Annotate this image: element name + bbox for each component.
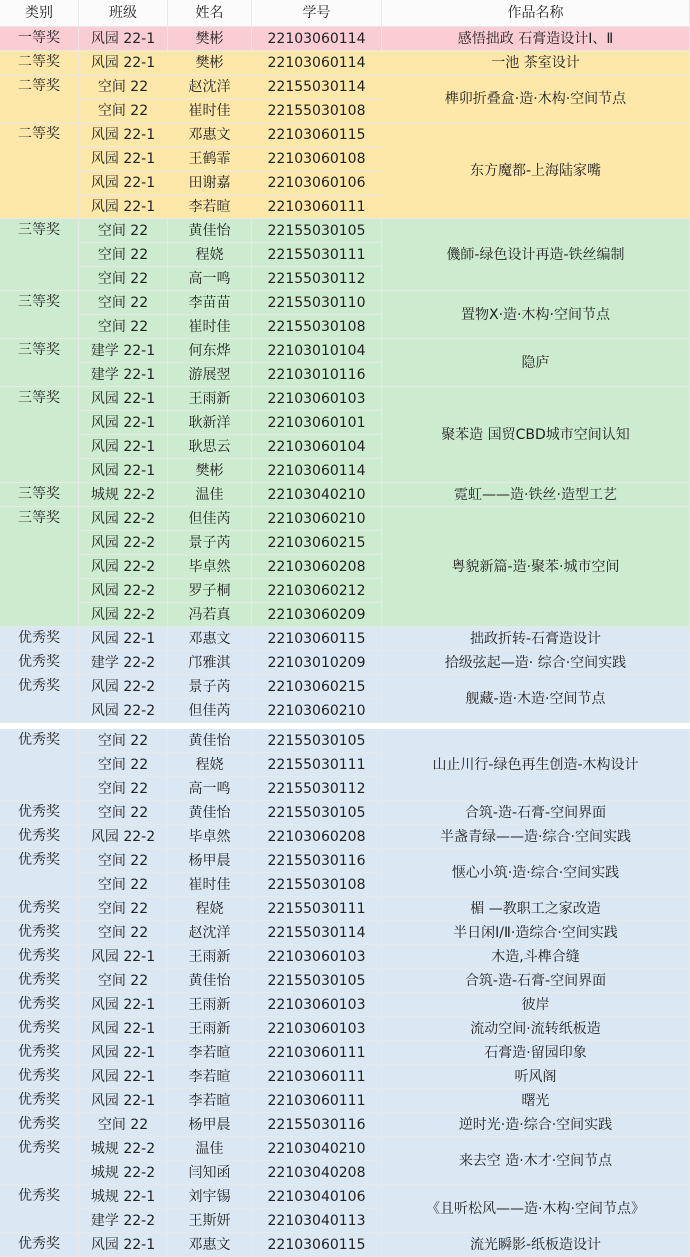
award-entry (0, 627, 690, 651)
award-entry (0, 1233, 690, 1257)
member-class: 风园 22-2 (79, 699, 168, 723)
member-name: 王鹤霏 (168, 147, 252, 171)
member-class: 风园 22-1 (79, 123, 168, 147)
member-class: 空间 22 (79, 1113, 168, 1137)
member-name: 程娆 (168, 753, 252, 777)
member-class: 空间 22 (79, 849, 168, 873)
member-student-id: 22155030108 (252, 99, 382, 123)
award-category: 优秀奖 (0, 1113, 79, 1137)
work-title: 曙光 (382, 1089, 690, 1113)
award-category: 优秀奖 (0, 1089, 79, 1113)
award-category: 三等奖 (0, 219, 79, 291)
member-student-id: 22103060209 (252, 603, 382, 627)
work-title: 隐庐 (382, 339, 690, 387)
member-class: 城规 22-2 (79, 483, 168, 507)
member-name: 李若暄 (168, 1089, 252, 1113)
member-name: 赵沈洋 (168, 921, 252, 945)
member-name: 游展翌 (168, 363, 252, 387)
member-name: 杨甲晨 (168, 849, 252, 873)
award-category: 优秀奖 (0, 729, 79, 801)
member-student-id: 22103060114 (252, 51, 382, 75)
award-entry (0, 651, 690, 675)
member-name: 崔时佳 (168, 315, 252, 339)
member-class: 空间 22 (79, 873, 168, 897)
member-student-id: 22103010116 (252, 363, 382, 387)
member-student-id: 22103060103 (252, 1017, 382, 1041)
award-category: 优秀奖 (0, 945, 79, 969)
work-title: 聚苯造 国贸CBD城市空间认知 (382, 387, 690, 483)
member-class: 建学 22-1 (79, 363, 168, 387)
member-class: 风园 22-1 (79, 993, 168, 1017)
award-entry (0, 219, 690, 291)
member-class: 城规 22-2 (79, 1137, 168, 1161)
member-class: 建学 22-2 (79, 651, 168, 675)
award-category: 三等奖 (0, 387, 79, 483)
member-name: 黄佳怡 (168, 729, 252, 753)
member-student-id: 22103060111 (252, 1089, 382, 1113)
work-title: 半盏青绿——造·综合·空间实践 (382, 825, 690, 849)
member-name: 赵沈洋 (168, 75, 252, 99)
award-entry (0, 339, 690, 387)
award-category: 三等奖 (0, 291, 79, 339)
award-entry (0, 27, 690, 51)
award-entry (0, 675, 690, 723)
member-student-id: 22155030116 (252, 849, 382, 873)
header-class: 班级 (79, 0, 168, 27)
award-entry (0, 123, 690, 219)
work-title: 置物X·造·木构·空间节点 (382, 291, 690, 339)
award-category: 优秀奖 (0, 627, 79, 651)
member-class: 风园 22-1 (79, 459, 168, 483)
member-name: 但佳芮 (168, 507, 252, 531)
award-entry (0, 51, 690, 75)
member-student-id: 22103040106 (252, 1185, 382, 1209)
member-class: 空间 22 (79, 777, 168, 801)
award-category: 优秀奖 (0, 1041, 79, 1065)
award-category: 三等奖 (0, 339, 79, 387)
header-student-id: 学号 (252, 0, 382, 27)
work-title: 石膏造·留园印象 (382, 1041, 690, 1065)
member-student-id: 22155030108 (252, 873, 382, 897)
work-title: 流光瞬影-纸板造设计 (382, 1233, 690, 1257)
award-category: 优秀奖 (0, 993, 79, 1017)
member-name: 耿新洋 (168, 411, 252, 435)
member-student-id: 22155030114 (252, 75, 382, 99)
member-name: 樊彬 (168, 27, 252, 51)
member-student-id: 22103040210 (252, 1137, 382, 1161)
member-student-id: 22103040208 (252, 1161, 382, 1185)
member-student-id: 22103010209 (252, 651, 382, 675)
award-category: 优秀奖 (0, 651, 79, 675)
award-entry (0, 1185, 690, 1233)
member-class: 建学 22-1 (79, 339, 168, 363)
member-student-id: 22103060114 (252, 459, 382, 483)
work-title: 彼岸 (382, 993, 690, 1017)
award-entry (0, 1017, 690, 1041)
member-class: 风园 22-1 (79, 1233, 168, 1257)
award-category: 二等奖 (0, 75, 79, 123)
member-student-id: 22155030111 (252, 897, 382, 921)
member-name: 闫知函 (168, 1161, 252, 1185)
member-student-id: 22103060208 (252, 555, 382, 579)
member-name: 李苗苗 (168, 291, 252, 315)
member-name: 温佳 (168, 483, 252, 507)
award-entry (0, 825, 690, 849)
member-student-id: 22103060212 (252, 579, 382, 603)
award-entry (0, 483, 690, 507)
work-title: 流动空间·流转纸板造 (382, 1017, 690, 1041)
member-student-id: 22103060101 (252, 411, 382, 435)
member-name: 李若暄 (168, 1041, 252, 1065)
member-name: 毕卓然 (168, 555, 252, 579)
member-name: 程娆 (168, 897, 252, 921)
award-entry (0, 1137, 690, 1185)
award-entry (0, 291, 690, 339)
header-category: 类别 (0, 0, 79, 27)
member-class: 风园 22-1 (79, 945, 168, 969)
work-title: 舰藏-造·木造·空间节点 (382, 675, 690, 723)
member-student-id: 22103040113 (252, 1209, 382, 1233)
member-class: 城规 22-1 (79, 1185, 168, 1209)
work-title: 霓虹——造·铁丝·造型工艺 (382, 483, 690, 507)
work-title: 山止川行-绿色再生创造-木构设计 (382, 729, 690, 801)
member-name: 王雨新 (168, 387, 252, 411)
member-class: 风园 22-1 (79, 27, 168, 51)
member-class: 空间 22 (79, 729, 168, 753)
member-class: 空间 22 (79, 801, 168, 825)
member-student-id: 22155030112 (252, 777, 382, 801)
member-student-id: 22103060115 (252, 627, 382, 651)
award-entry (0, 921, 690, 945)
member-name: 景子芮 (168, 675, 252, 699)
member-class: 空间 22 (79, 969, 168, 993)
member-name: 高一鸣 (168, 267, 252, 291)
award-entry (0, 1065, 690, 1089)
member-student-id: 22155030105 (252, 969, 382, 993)
member-class: 风园 22-1 (79, 411, 168, 435)
award-category: 优秀奖 (0, 969, 79, 993)
member-student-id: 22155030111 (252, 753, 382, 777)
award-category: 三等奖 (0, 507, 79, 627)
member-name: 邓惠文 (168, 627, 252, 651)
member-student-id: 22103060114 (252, 27, 382, 51)
award-entry (0, 849, 690, 897)
member-student-id: 22155030110 (252, 291, 382, 315)
member-student-id: 22155030114 (252, 921, 382, 945)
member-class: 风园 22-1 (79, 171, 168, 195)
award-category: 优秀奖 (0, 921, 79, 945)
member-name: 但佳芮 (168, 699, 252, 723)
member-class: 风园 22-1 (79, 1041, 168, 1065)
member-class: 风园 22-1 (79, 627, 168, 651)
award-category: 优秀奖 (0, 1185, 79, 1233)
header-name: 姓名 (168, 0, 252, 27)
member-name: 邝雅淇 (168, 651, 252, 675)
member-name: 樊彬 (168, 459, 252, 483)
member-class: 风园 22-1 (79, 387, 168, 411)
member-name: 樊彬 (168, 51, 252, 75)
member-name: 田谢嘉 (168, 171, 252, 195)
award-category: 优秀奖 (0, 1137, 79, 1185)
member-student-id: 22103060111 (252, 195, 382, 219)
member-class: 空间 22 (79, 291, 168, 315)
award-category: 优秀奖 (0, 849, 79, 897)
member-student-id: 22103060215 (252, 531, 382, 555)
member-name: 李若暄 (168, 1065, 252, 1089)
member-student-id: 22103060106 (252, 171, 382, 195)
member-class: 空间 22 (79, 243, 168, 267)
work-title: 粤貌新篇-造·聚苯·城市空间 (382, 507, 690, 627)
member-name: 黄佳怡 (168, 801, 252, 825)
member-student-id: 22103060208 (252, 825, 382, 849)
member-class: 风园 22-2 (79, 603, 168, 627)
member-name: 温佳 (168, 1137, 252, 1161)
member-name: 黄佳怡 (168, 969, 252, 993)
member-class: 空间 22 (79, 75, 168, 99)
table-header (0, 0, 690, 27)
member-name: 程娆 (168, 243, 252, 267)
member-class: 空间 22 (79, 921, 168, 945)
member-student-id: 22103060115 (252, 123, 382, 147)
member-name: 冯若真 (168, 603, 252, 627)
member-name: 高一鸣 (168, 777, 252, 801)
member-name: 耿思云 (168, 435, 252, 459)
member-class: 空间 22 (79, 897, 168, 921)
member-student-id: 22103060215 (252, 675, 382, 699)
member-student-id: 22103010104 (252, 339, 382, 363)
member-name: 李若暄 (168, 195, 252, 219)
member-name: 黄佳怡 (168, 219, 252, 243)
member-student-id: 22103060104 (252, 435, 382, 459)
award-category: 优秀奖 (0, 801, 79, 825)
member-student-id: 22103060103 (252, 945, 382, 969)
member-student-id: 22155030105 (252, 729, 382, 753)
member-name: 王雨新 (168, 993, 252, 1017)
member-class: 城规 22-2 (79, 1161, 168, 1185)
member-class: 建学 22-2 (79, 1209, 168, 1233)
member-class: 风园 22-2 (79, 825, 168, 849)
member-name: 王斯妍 (168, 1209, 252, 1233)
work-title: 合筑-造-石膏-空间界面 (382, 969, 690, 993)
member-class: 风园 22-1 (79, 1065, 168, 1089)
member-class: 风园 22-1 (79, 1017, 168, 1041)
member-student-id: 22103060115 (252, 1233, 382, 1257)
member-name: 景子芮 (168, 531, 252, 555)
award-category: 优秀奖 (0, 1233, 79, 1257)
work-title: 半日闲Ⅰ/Ⅱ·造综合·空间实践 (382, 921, 690, 945)
member-class: 风园 22-2 (79, 507, 168, 531)
member-student-id: 22155030111 (252, 243, 382, 267)
award-category: 二等奖 (0, 51, 79, 75)
award-category: 三等奖 (0, 483, 79, 507)
member-name: 毕卓然 (168, 825, 252, 849)
award-category: 优秀奖 (0, 1017, 79, 1041)
member-class: 风园 22-2 (79, 675, 168, 699)
member-class: 空间 22 (79, 267, 168, 291)
member-class: 风园 22-1 (79, 1089, 168, 1113)
member-class: 空间 22 (79, 99, 168, 123)
work-title: 拙政折转-石膏造设计 (382, 627, 690, 651)
member-student-id: 22103060210 (252, 699, 382, 723)
award-entry (0, 387, 690, 483)
member-name: 何东烨 (168, 339, 252, 363)
member-name: 崔时佳 (168, 873, 252, 897)
member-name: 邓惠文 (168, 1233, 252, 1257)
member-class: 风园 22-1 (79, 51, 168, 75)
award-category: 优秀奖 (0, 825, 79, 849)
award-entry (0, 801, 690, 825)
award-entry (0, 507, 690, 627)
work-title: 木造,斗榫合缝 (382, 945, 690, 969)
member-student-id: 22103060103 (252, 387, 382, 411)
award-entry (0, 729, 690, 801)
work-title: 一池 茶室设计 (382, 51, 690, 75)
award-entry (0, 897, 690, 921)
work-title: 榫卯折叠盒·造·木构·空间节点 (382, 75, 690, 123)
work-title: 《且听松风——造·木构·空间节点》 (382, 1185, 690, 1233)
member-name: 邓惠文 (168, 123, 252, 147)
award-entry (0, 1041, 690, 1065)
award-category: 一等奖 (0, 27, 79, 51)
award-entry (0, 1113, 690, 1137)
award-category: 优秀奖 (0, 897, 79, 921)
member-student-id: 22103060210 (252, 507, 382, 531)
member-name: 杨甲晨 (168, 1113, 252, 1137)
member-student-id: 22155030112 (252, 267, 382, 291)
award-category: 优秀奖 (0, 1065, 79, 1089)
award-entry (0, 75, 690, 123)
work-title: 惬心小筑·造·综合·空间实践 (382, 849, 690, 897)
member-student-id: 22103040210 (252, 483, 382, 507)
work-title: 感悟拙政 石膏造设计Ⅰ、Ⅱ (382, 27, 690, 51)
member-name: 罗子桐 (168, 579, 252, 603)
member-student-id: 22155030105 (252, 219, 382, 243)
member-class: 风园 22-2 (79, 531, 168, 555)
work-title: 楣 —教职工之家改造 (382, 897, 690, 921)
award-entry (0, 993, 690, 1017)
award-entry (0, 1089, 690, 1113)
member-class: 风园 22-1 (79, 147, 168, 171)
member-name: 刘宇锡 (168, 1185, 252, 1209)
award-category: 二等奖 (0, 123, 79, 219)
award-entry (0, 969, 690, 993)
work-title: 僟師-绿色设计再造-铁丝编制 (382, 219, 690, 291)
member-name: 王雨新 (168, 945, 252, 969)
member-student-id: 22155030105 (252, 801, 382, 825)
award-category: 优秀奖 (0, 675, 79, 723)
member-student-id: 22103060108 (252, 147, 382, 171)
member-name: 崔时佳 (168, 99, 252, 123)
work-title: 逆时光·造·综合·空间实践 (382, 1113, 690, 1137)
work-title: 听风阁 (382, 1065, 690, 1089)
award-entry (0, 945, 690, 969)
work-title: 合筑-造-石膏-空间界面 (382, 801, 690, 825)
work-title: 来去空 造·木才·空间节点 (382, 1137, 690, 1185)
member-name: 王雨新 (168, 1017, 252, 1041)
header-work-title: 作品名称 (382, 0, 690, 27)
member-student-id: 22103060111 (252, 1065, 382, 1089)
member-student-id: 22103060111 (252, 1041, 382, 1065)
member-class: 风园 22-1 (79, 195, 168, 219)
member-class: 风园 22-2 (79, 555, 168, 579)
work-title: 东方魔都-上海陆家嘴 (382, 123, 690, 219)
member-student-id: 22103060103 (252, 993, 382, 1017)
member-class: 空间 22 (79, 315, 168, 339)
member-student-id: 22155030108 (252, 315, 382, 339)
member-class: 风园 22-2 (79, 579, 168, 603)
member-class: 空间 22 (79, 753, 168, 777)
member-class: 空间 22 (79, 219, 168, 243)
member-class: 风园 22-1 (79, 435, 168, 459)
member-student-id: 22155030116 (252, 1113, 382, 1137)
work-title: 拾级弦起—造· 综合·空间实践 (382, 651, 690, 675)
